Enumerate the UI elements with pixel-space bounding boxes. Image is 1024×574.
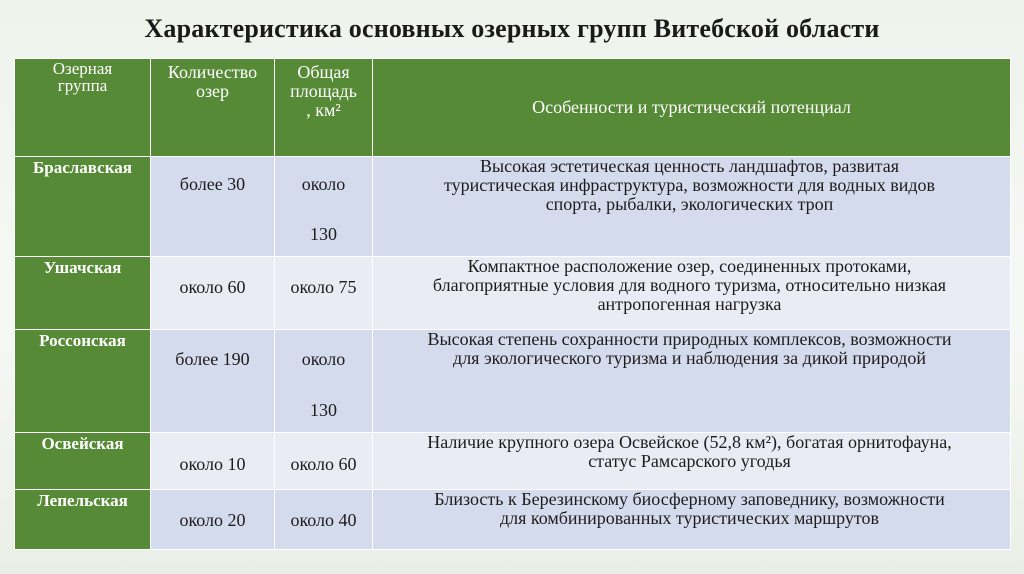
lake-area: около 75 (275, 257, 373, 330)
lake-features-line1: Компактное расположение озер, соединенных протоками, (467, 256, 912, 276)
lake-features-line3: спорта, рыбалки, экологических троп (545, 194, 834, 214)
lake-count: около 60 (151, 257, 275, 330)
column-header-area-line2: площадь (290, 81, 357, 101)
table-row (15, 157, 1011, 257)
lake-features (373, 433, 1011, 490)
column-header-count-line2: озер (195, 81, 230, 101)
lake-count: более 190 (151, 330, 275, 433)
lake-features-line1: Близость к Березинскому биосферному заповеднику, возможности (434, 489, 945, 509)
lake-area: около 40 (275, 490, 373, 550)
lake-area-part2: 130 (310, 224, 337, 244)
lake-group-name: Лепельская (15, 490, 151, 550)
lake-count: около 20 (151, 490, 275, 550)
lake-area-part2: 130 (310, 400, 337, 420)
column-header-count (151, 59, 275, 157)
lake-group-name: Освейская (15, 433, 151, 490)
lake-features-line2: туристическая инфраструктура, возможности для водных видов (444, 175, 935, 195)
page-title: Характеристика основных озерных групп Витебской области (144, 14, 880, 43)
lake-features-line1: Высокая эстетическая ценность ландшафтов, развитая (479, 156, 899, 176)
lake-features-line1: Наличие крупного озера Освейское (52,8 км²), богатая орнитофауна, (427, 432, 952, 452)
lake-area: около 60 (275, 433, 373, 490)
column-header-area-line3: , км² (306, 100, 341, 120)
lake-features-line1: Высокая степень сохранности природных комплексов, возможности (427, 329, 952, 349)
lake-group-name: Россонская (15, 330, 151, 433)
column-header-count-line1: Количество (167, 62, 258, 82)
lake-groups-table (14, 58, 1011, 550)
lake-count: более 30 (151, 157, 275, 257)
lake-features-line2: благоприятные условия для водного туризма, относительно низкая (432, 275, 947, 295)
table-row (15, 433, 1011, 490)
table-row (15, 490, 1011, 550)
table-row (15, 330, 1011, 433)
lake-features (373, 490, 1011, 550)
table-row (15, 257, 1011, 330)
column-header-group-line2: группа (57, 76, 108, 95)
column-header-group-line1: Озерная (52, 59, 113, 78)
table-header-row (15, 59, 1011, 157)
lake-features (373, 257, 1011, 330)
lake-features-line2: статус Рамсарского угодья (588, 451, 791, 471)
lake-group-name: Ушачская (15, 257, 151, 330)
lake-features (373, 330, 1011, 433)
column-header-area (275, 59, 373, 157)
lake-features-line2: для комбинированных туристических маршрутов (499, 508, 880, 528)
lake-features (373, 157, 1011, 257)
lake-count: около 10 (151, 433, 275, 490)
lake-features-line3: антропогенная нагрузка (597, 294, 782, 314)
lake-area-part1: около (301, 174, 346, 194)
column-header-features: Особенности и туристический потенциал (373, 59, 1011, 157)
column-header-area-line1: Общая (297, 62, 350, 82)
lake-area (275, 330, 373, 433)
lake-area (275, 157, 373, 257)
lake-area-part1: около (301, 349, 346, 369)
lake-features-line2: для экологического туризма и наблюдения за дикой природой (453, 348, 926, 368)
column-header-group (15, 59, 151, 157)
lake-group-name: Браславская (15, 157, 151, 257)
